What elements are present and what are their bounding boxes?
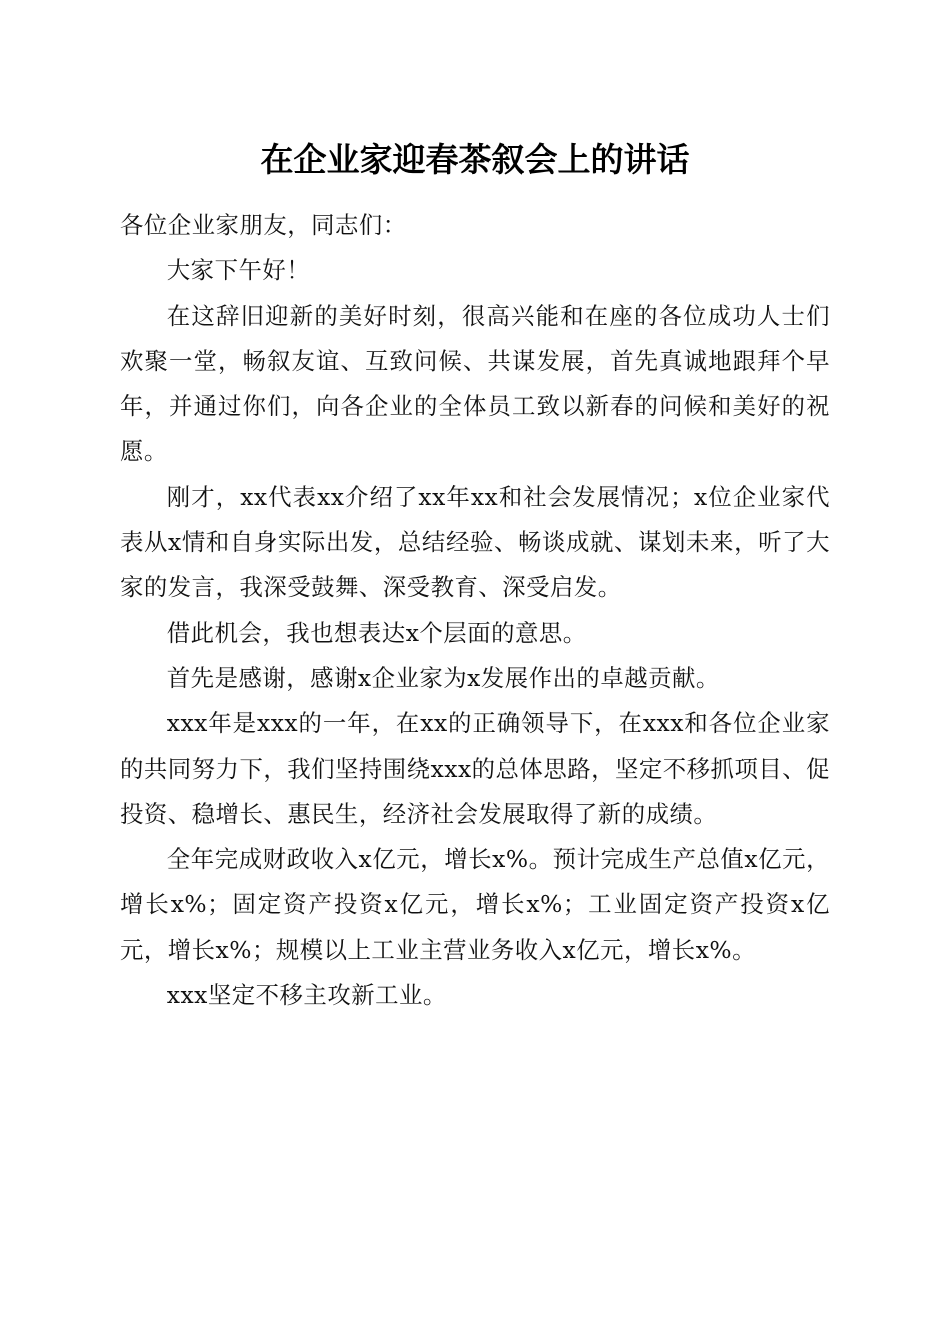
paragraph-intent: 借此机会，我也想表达x个层面的意思。 (166, 618, 587, 647)
salutation: 各位企业家朋友，同志们： (120, 211, 407, 239)
paragraph-report: 刚才，xx代表xx介绍了xx年xx和社会发展情况；x位企业家代表从x情和自身实际出发，总结经验、畅谈成就、谋划未来，听了大家的发言，我深受鼓舞、深受教育、深受启发。 (120, 482, 830, 602)
paragraph-thanks: 首先是感谢，感谢x企业家为x发展作出的卓越贡献。 (166, 663, 720, 692)
paragraph-achievements: xxx年是xxx的一年，在xx的正确领导下，在xxx和各位企业家的共同努力下，我们坚持围绕xxx的总体思路，坚定不移抓项目、促投资、稳增长、惠民生，经济社会发展取得了新的成绩。 (120, 709, 831, 828)
paragraph-greeting: 大家下午好！ (166, 256, 311, 285)
paragraph-statistics: 全年完成财政收入x亿元，增长x%。预计完成生产总值x亿元，增长x%；固定资产投资x亿元，增长x%；工业固定资产投资x亿元，增长x%；规模以上工业主营业务收入x亿元，增长x%。 (120, 845, 830, 964)
page-title: 在企业家迎春茶叙会上的讲话 (260, 140, 690, 179)
paragraph-industry: xxx坚定不移主攻新工业。 (166, 981, 447, 1010)
paragraph-new-year: 在这辞旧迎新的美好时刻，很高兴能和在座的各位成功人士们欢聚一堂，畅叙友谊、互致问候、共谋发展，首先真诚地跟拜个早年，并通过你们，向各企业的全体员工致以新春的问候和美好的祝愿。 (120, 301, 830, 466)
document-body (120, 203, 830, 1018)
